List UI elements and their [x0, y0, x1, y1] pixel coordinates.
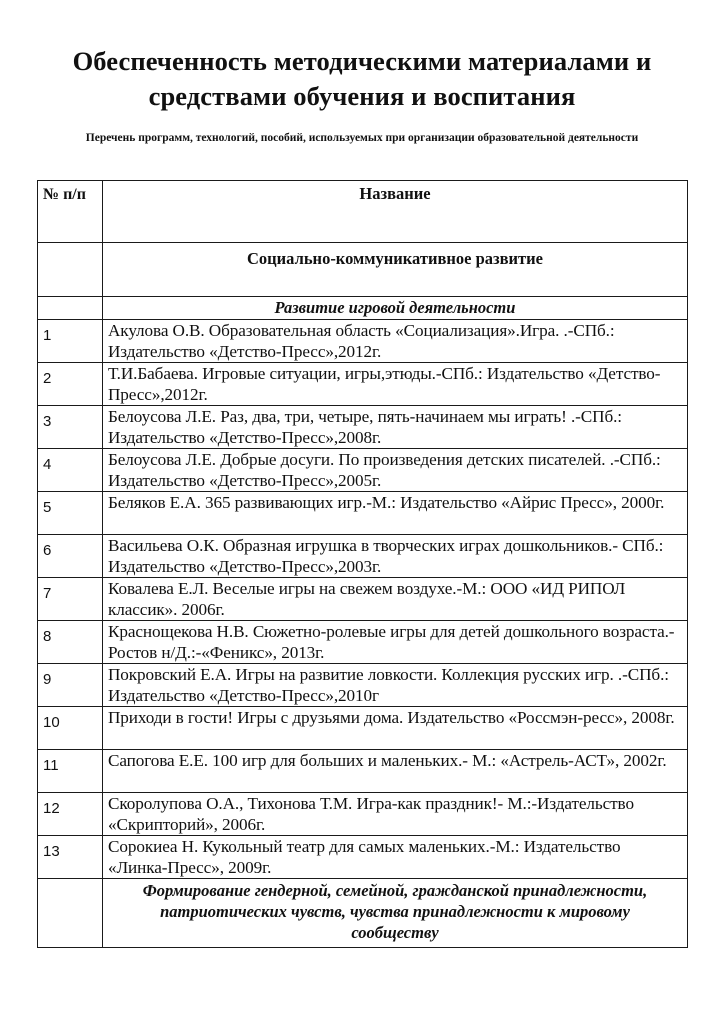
row-title: Сапогова Е.Е. 100 игр для больших и маленьких.- М.: «Астрель-АСТ», 2002г. — [103, 750, 688, 793]
materials-table — [37, 180, 688, 948]
table-row — [38, 750, 688, 793]
header-num-cell: № п/п — [38, 181, 103, 243]
row-number: 3 — [38, 406, 103, 449]
row-title: Ковалева Е.Л. Веселые игры на свежем воздухе.-М.: ООО «ИД РИПОЛ классик». 2006г. — [103, 578, 688, 621]
page-title: Обеспеченность методическими материалами и средствами обучения и воспитания — [72, 46, 652, 111]
table-row — [38, 836, 688, 879]
page-subtitle: Перечень программ, технологий, пособий, используемых при организации образовательной деятельности — [85, 132, 639, 144]
subsection-title: Развитие игровой деятельности — [103, 297, 688, 320]
table-row — [38, 449, 688, 492]
table-row — [38, 621, 688, 664]
row-title: Приходи в гости! Игры с друзьями дома. Издательство «Россмэн-ресс», 2008г. — [103, 707, 688, 750]
table-row — [38, 406, 688, 449]
section-num-cell — [38, 243, 103, 297]
row-number: 1 — [38, 320, 103, 363]
header-name-cell: Название — [103, 181, 688, 243]
row-number: 5 — [38, 492, 103, 535]
section-title: Социально-коммуникативное развитие — [103, 243, 688, 297]
table-row — [38, 578, 688, 621]
row-title: Сорокиеа Н. Кукольный театр для самых маленьких.-М.: Издательство «Линка-Пресс», 2009г. — [103, 836, 688, 879]
table-row — [38, 664, 688, 707]
row-number: 4 — [38, 449, 103, 492]
row-number: 11 — [38, 750, 103, 793]
row-number: 8 — [38, 621, 103, 664]
row-number: 2 — [38, 363, 103, 406]
section-row — [38, 243, 688, 297]
table-row — [38, 492, 688, 535]
table-row — [38, 320, 688, 363]
row-title: Белоусова Л.Е. Добрые досуги. По произведения детских писателей. .-СПб.: Издательство «Детство-Пресс»,2005г. — [103, 449, 688, 492]
table-header-row — [38, 181, 688, 243]
next-section-num-cell — [38, 879, 103, 948]
row-title: Акулова О.В. Образовательная область «Социализация».Игра. .-СПб.: Издательство «Детство-Пресс»,2012г. — [103, 320, 688, 363]
row-number: 6 — [38, 535, 103, 578]
row-title: Беляков Е.А. 365 развивающих игр.-М.: Издательство «Айрис Пресс», 2000г. — [103, 492, 688, 535]
subsection-row — [38, 297, 688, 320]
table-row — [38, 535, 688, 578]
row-title: Краснощекова Н.В. Сюжетно-ролевые игры для детей дошкольного возраста.-Ростов н/Д.:-«Феникс», 2013г. — [103, 621, 688, 664]
table-row — [38, 363, 688, 406]
table-row — [38, 793, 688, 836]
row-title: Скоролупова О.А., Тихонова Т.М. Игра-как праздник!- М.:-Издательство «Скрипторий», 2006г. — [103, 793, 688, 836]
row-number: 13 — [38, 836, 103, 879]
row-title: Покровский Е.А. Игры на развитие ловкости. Коллекция русских игр. .-СПб.: Издательство «Детство-Пресс»,2010г — [103, 664, 688, 707]
row-number: 12 — [38, 793, 103, 836]
row-number: 7 — [38, 578, 103, 621]
next-section-row — [38, 879, 688, 948]
subsection-num-cell — [38, 297, 103, 320]
row-title: Белоусова Л.Е. Раз, два, три, четыре, пять-начинаем мы играть! .-СПб.: Издательство «Детство-Пресс»,2008г. — [103, 406, 688, 449]
row-number: 10 — [38, 707, 103, 750]
row-title: Т.И.Бабаева. Игровые ситуации, игры,этюды.-СПб.: Издательство «Детство-Пресс»,2012г. — [103, 363, 688, 406]
row-number: 9 — [38, 664, 103, 707]
table-row — [38, 707, 688, 750]
row-title: Васильева О.К. Образная игрушка в творческих играх дошкольников.- СПб.: Издательство «Детство-Пресс»,2003г. — [103, 535, 688, 578]
next-section-title: Формирование гендерной, семейной, гражданской принадлежности, патриотических чувств, чувства принадлежности к мировому сообществу — [103, 879, 688, 948]
